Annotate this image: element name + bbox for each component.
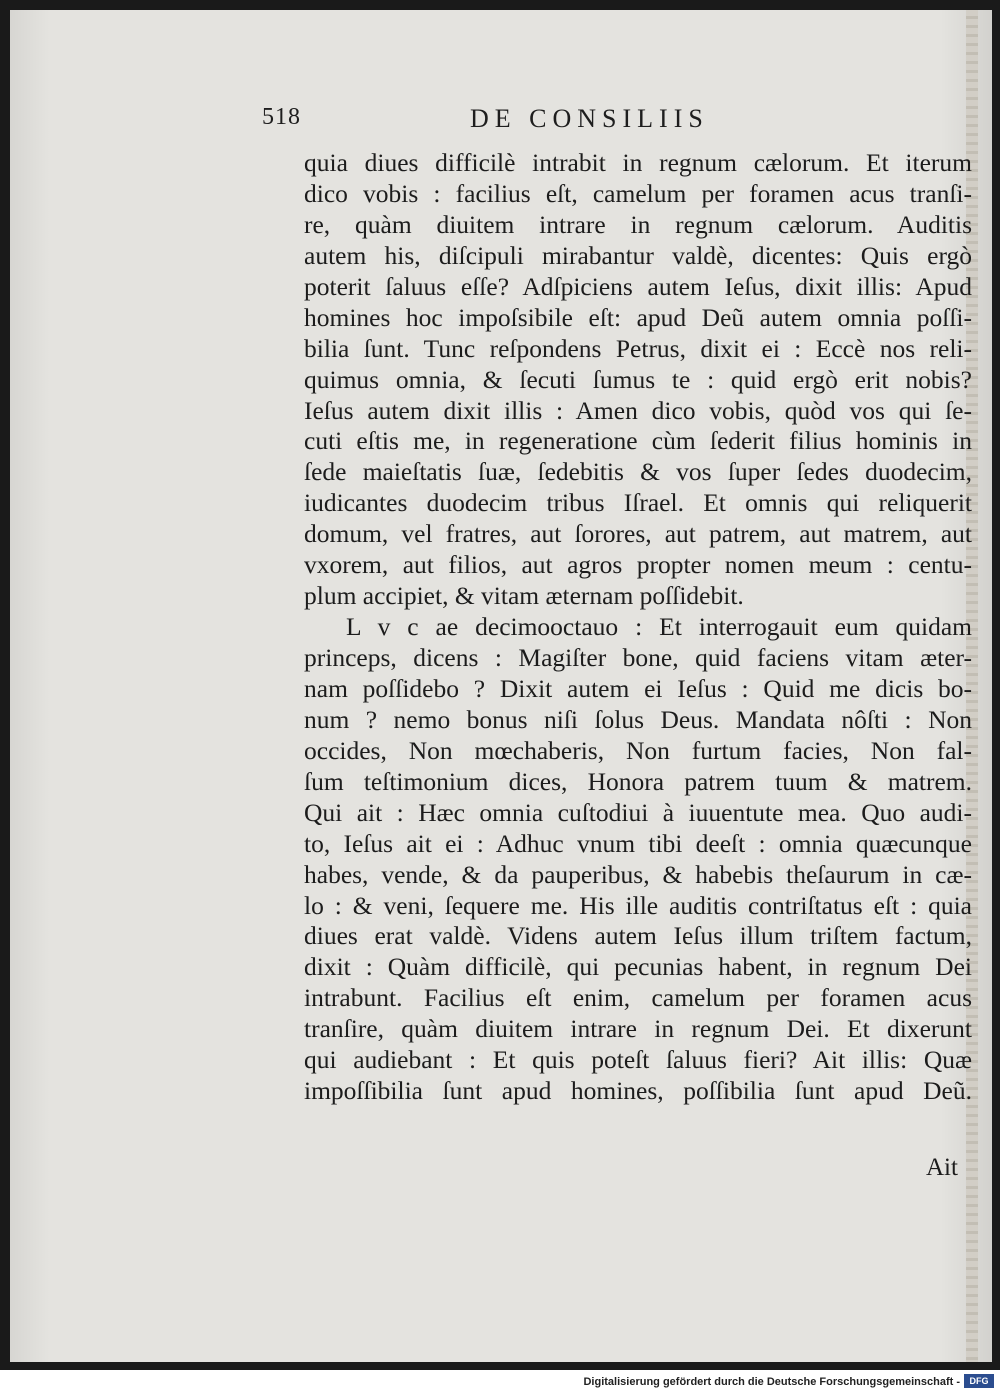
text-line: poterit ſaluus eſſe? Adſpiciens autem Ieſus, dixit illis: Apud [304, 271, 972, 301]
text-line: ſede maieſtatis ſuæ, ſedebitis & vos ſuper ſedes duodecim, [304, 457, 972, 487]
text-line: diues erat valdè. Videns autem Ieſus illum triſtem factum, [304, 921, 972, 951]
text-line: autem his, diſcipuli mirabantur valdè, dicentes: Quis ergò [304, 240, 972, 270]
text-line: quimus omnia, & ſecuti ſumus te : quid ergò erit nobis? [304, 364, 972, 394]
text-line: num ? nemo bonus niſi ſolus Deus. Mandata nôſti : Non [304, 704, 972, 734]
text-line: impoſſibilia ſunt apud homines, poſſibilia ſunt apud Deũ. [304, 1076, 972, 1106]
text-line: bilia ſunt. Tunc reſpondens Petrus, dixit ei : Eccè nos reli- [304, 333, 972, 363]
body-text [304, 148, 972, 1107]
text-line: nam poſſidebo ? Dixit autem ei Ieſus : Quid me dicis bo- [304, 673, 972, 703]
text-line: vxorem, aut filios, aut agros propter nomen meum : centu- [304, 550, 972, 580]
text-line: iudicantes duodecim tribus Iſrael. Et omnis qui reliquerit [304, 488, 972, 518]
text-line: intrabunt. Facilius eſt enim, camelum per foramen acus [304, 983, 972, 1013]
text-line: to, Ieſus ait ei : Adhuc vnum tibi deeſt : omnia quæcunque [304, 828, 972, 858]
text-line: occides, Non mœchaberis, Non furtum facies, Non fal- [304, 735, 972, 765]
catchword: Ait [926, 1154, 958, 1181]
dfg-logo: DFG [964, 1374, 994, 1388]
text-line: dixit : Quàm difficilè, qui pecunias habent, in regnum Dei [304, 952, 972, 982]
text-line: habes, vende, & da pauperibus, & habebis theſaurum in cæ- [304, 859, 972, 889]
text-line: L v c ae decimooctauo : Et interrogauit eum quidam [346, 612, 972, 642]
text-line: princeps, dicens : Magiſter bone, quid faciens vitam æter- [304, 643, 972, 672]
text-line: domum, vel fratres, aut ſorores, aut patrem, aut matrem, aut [304, 519, 972, 549]
page-number: 518 [262, 104, 301, 130]
text-line: tranſire, quàm diuitem intrare in regnum Dei. Et dixerunt [304, 1014, 972, 1044]
text-line: re, quàm diuitem intrare in regnum cælorum. Auditis [304, 209, 972, 239]
text-line: lo : & veni, ſequere me. His ille auditis contriſtatus eſt : quia [304, 890, 972, 920]
text-line: quia diues difficilè intrabit in regnum cælorum. Et iterum [304, 148, 972, 177]
text-line: ſum teſtimonium dices, Honora patrem tuum & matrem. [304, 766, 972, 796]
text-line: cuti eſtis me, in regeneratione cùm ſederit filius hominis in [304, 426, 972, 456]
running-head: DE CONSILIIS [470, 104, 709, 133]
funding-credit: Digitalisierung gefördert durch die Deutsche Forschungsgemeinschaft - [583, 1376, 960, 1388]
text-line: homines hoc impoſsibile eſt: apud Deũ autem omnia poſſi- [304, 302, 972, 332]
text-line: plum accipiet, & vitam æternam poſſidebit. [304, 581, 744, 611]
text-line: qui audiebant : Et quis poteſt ſaluus fieri? Ait illis: Quæ [304, 1045, 972, 1075]
text-line: dico vobis : facilius eſt, camelum per foramen acus tranſi- [304, 178, 972, 208]
text-line: Qui ait : Hæc omnia cuſtodiui à iuuentute mea. Quo audi- [304, 797, 972, 827]
text-line: Ieſus autem dixit illis : Amen dico vobis, quòd vos qui ſe- [304, 395, 972, 425]
